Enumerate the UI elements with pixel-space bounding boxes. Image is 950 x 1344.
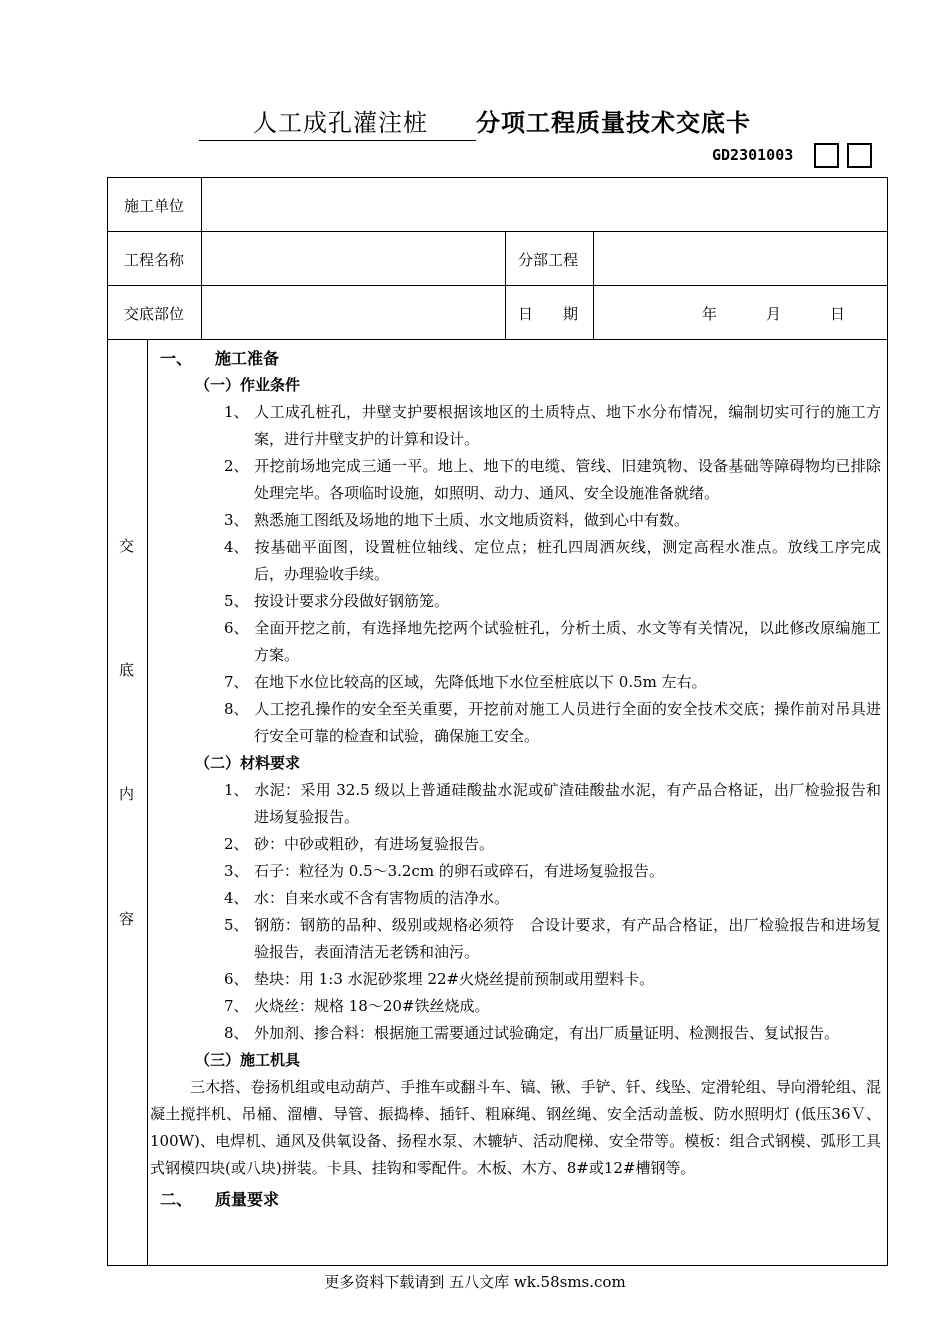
list-item (150, 615, 885, 669)
list-item (150, 534, 885, 588)
list-item (150, 507, 885, 534)
list-item-number: 3、 (224, 862, 249, 880)
list-item-text: 水：自来水或不含有害物质的洁净水。 (254, 889, 510, 907)
list-item-text: 钢筋：钢筋的品种、级别或规格必须符 合设计要求，有产品合格证，出厂检验报告和进场复验报告，表面清洁无老锈和油污。 (254, 916, 881, 961)
list-item (150, 993, 885, 1020)
list-item-number: 1、 (224, 403, 249, 421)
list-item-text: 熟悉施工图纸及场地的地下土质、水文地质资料，做到心中有数。 (254, 511, 690, 529)
row-divider (107, 285, 888, 286)
list-item-number: 8、 (224, 1024, 249, 1042)
date-day: 日 (830, 305, 846, 323)
subsection-heading: （一）作业条件 (195, 376, 301, 394)
list-item-text: 全面开挖之前，有选择地先挖两个试验桩孔，分析土质、水文等有关情况，以此修改原编施工方案。 (254, 619, 881, 664)
document-title (0, 103, 950, 141)
location-label: 交底部位 (124, 305, 185, 323)
list-item (150, 831, 885, 858)
side-label-char: 底 (119, 661, 135, 679)
checkbox-1[interactable] (814, 143, 839, 168)
materials-list (150, 777, 885, 1047)
list-item (150, 777, 885, 831)
list-item (150, 588, 885, 615)
list-item (150, 912, 885, 966)
list-item (150, 453, 885, 507)
list-item (150, 696, 885, 750)
row-divider (107, 339, 888, 340)
list-item-text: 在地下水位比较高的区域，先降低地下水位至桩底以下 0.5m 左右。 (254, 673, 707, 691)
list-item-text: 按设计要求分段做好钢筋笼。 (254, 592, 450, 610)
list-item-text: 石子：粒径为 0.5～3.2cm 的卵石或碎石，有进场复验报告。 (254, 862, 664, 880)
list-item-text: 水泥：采用 32.5 级以上普通硅酸盐水泥或矿渣硅酸盐水泥，有产品合格证，出厂检验报告和进场复验报告。 (254, 781, 881, 826)
col-divider (505, 231, 506, 339)
list-item-number: 8、 (224, 700, 249, 718)
project-name-label: 工程名称 (124, 251, 185, 269)
col-divider (201, 177, 202, 339)
list-item-number: 6、 (224, 970, 249, 988)
construction-unit-label: 施工单位 (124, 197, 185, 215)
section-heading: 一、 施工准备 (160, 349, 280, 368)
list-item-number: 3、 (224, 511, 249, 529)
list-item (150, 858, 885, 885)
list-item-text: 人工挖孔操作的安全至关重要，开挖前对施工人员进行全面的安全技术交底；操作前对吊具进行安全可靠的检查和试验，确保施工安全。 (254, 700, 881, 745)
list-item-text: 开挖前场地完成三通一平。地上、地下的电缆、管线、旧建筑物、设备基础等障碍物均已排除处理完毕。各项临时设施，如照明、动力、通风、安全设施准备就绪。 (254, 457, 881, 502)
subsection-heading: （二）材料要求 (195, 754, 301, 772)
content-body (150, 345, 885, 1213)
col-divider (147, 339, 148, 1266)
list-item-number: 4、 (224, 538, 249, 556)
list-item (150, 966, 885, 993)
list-item-number: 5、 (224, 592, 249, 610)
list-item-text: 垫块：用 1:3 水泥砂浆埋 22#火烧丝提前预制或用塑料卡。 (254, 970, 655, 988)
list-item-number: 6、 (224, 619, 249, 637)
title-project-name: 人工成孔灌注桩 (199, 103, 476, 141)
row-divider (107, 231, 888, 232)
list-item-text: 砂：中砂或粗砂，有进场复验报告。 (254, 835, 495, 853)
list-item (150, 669, 885, 696)
subsection-heading: （三）施工机具 (195, 1051, 301, 1069)
side-label-char: 交 (119, 537, 135, 555)
list-item-number: 7、 (224, 673, 249, 691)
footer-text: 更多资料下载请到 五八文库 wk.58sms.com (324, 1273, 626, 1291)
checkbox-2[interactable] (847, 143, 872, 168)
tools-paragraph: 三木搭、卷扬机组或电动葫芦、手推车或翻斗车、镐、锹、手铲、钎、线坠、定滑轮组、导向滑轮组、混凝土搅拌机、吊桶、溜槽、导管、振捣棒、插钎、粗麻绳、钢丝绳、安全活动盖板、防水照明灯 (低压36Ｖ、100W)、电焊机、通风及供氧设备、扬程水泵、木辘轳、活动爬梯、安全带等。模板：组合式钢模、弧形工具式钢模四块(或八块)拼装。卡具、挂钩和零配件。木板、木方、8#或12#槽钢等。 (150, 1078, 881, 1177)
side-label-char: 容 (119, 910, 135, 928)
list-item-number: 1、 (224, 781, 249, 799)
list-item (150, 885, 885, 912)
date-label: 日 期 (518, 305, 579, 323)
side-label-char: 内 (119, 785, 135, 803)
list-item-text: 按基础平面图，设置桩位轴线、定位点；桩孔四周洒灰线，测定高程水准点。放线工序完成后，办理验收手续。 (254, 538, 881, 583)
list-item (150, 1020, 885, 1047)
col-divider (593, 231, 594, 339)
list-item (150, 399, 885, 453)
list-item-number: 7、 (224, 997, 249, 1015)
date-year: 年 (702, 305, 718, 323)
list-item-text: 人工成孔桩孔，井壁支护要根据该地区的土质特点、地下水分布情况，编制切实可行的施工方案，进行井壁支护的计算和设计。 (254, 403, 881, 448)
list-item-text: 火烧丝：规格 18～20#铁丝烧成。 (254, 997, 490, 1015)
work-conditions-list (150, 399, 885, 750)
list-item-text: 外加剂、掺合料：根据施工需要通过试验确定，有出厂质量证明、检测报告、复试报告。 (254, 1024, 840, 1042)
section-heading: 二、 质量要求 (160, 1190, 280, 1209)
title-main: 分项工程质量技术交底卡 (476, 108, 751, 137)
list-item-number: 5、 (224, 916, 249, 934)
list-item-number: 2、 (224, 835, 249, 853)
date-month: 月 (766, 305, 782, 323)
sub-project-label: 分部工程 (518, 251, 579, 269)
list-item-number: 4、 (224, 889, 249, 907)
list-item-number: 2、 (224, 457, 249, 475)
document-code: GD2301003 (712, 146, 794, 164)
